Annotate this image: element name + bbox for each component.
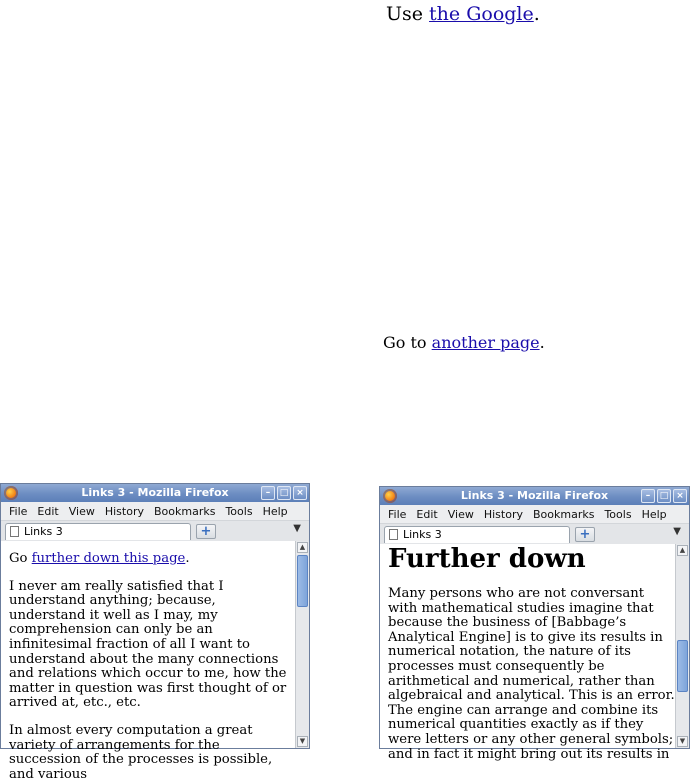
menu-view[interactable]: View	[68, 504, 95, 518]
tab-label: Links 3	[403, 528, 442, 541]
menu-view[interactable]: View	[447, 507, 474, 521]
go-further-prefix: Go	[9, 551, 32, 566]
vertical-scrollbar[interactable]	[295, 541, 309, 748]
window-title: Links 3 - Mozilla Firefox	[81, 486, 229, 499]
paragraph-2: In almost every computation a great variety of arrangements for the succession of the processes is possible, and various	[9, 722, 273, 782]
scroll-up-icon[interactable]: ▲	[297, 542, 308, 553]
tab-label: Links 3	[24, 525, 63, 538]
go-further-line	[9, 552, 295, 567]
another-page-link[interactable]: another page	[431, 333, 540, 352]
scroll-up-icon[interactable]: ▲	[677, 545, 688, 556]
window-titlebar[interactable]	[380, 487, 689, 505]
menu-tools[interactable]: Tools	[225, 504, 253, 518]
scroll-down-icon[interactable]: ▼	[677, 736, 688, 747]
use-prefix: Use	[386, 3, 430, 25]
babbage-paragraph: Many persons who are not conversant with mathematical studies imagine that because the business of [Babbage’s Analytical Engine] is to give its results in numerical notation, the nature of its processes must consequently be arithmetical and numerical, rather than algebraical and analytical. This is an error. The engine can arrange and combine its numerical quantities exactly as if they were letters or any other general symbols; and in fact it might bring out its results in	[388, 586, 675, 762]
tab-links-3[interactable]	[5, 523, 191, 540]
firefox-window-right	[379, 486, 690, 762]
new-tab-icon[interactable]: +	[196, 524, 216, 539]
window-titlebar[interactable]	[1, 484, 309, 502]
menu-tools[interactable]: Tools	[604, 507, 632, 521]
tab-links-3[interactable]	[384, 526, 570, 543]
menu-bookmarks[interactable]: Bookmarks	[532, 507, 595, 521]
page-content	[1, 541, 295, 782]
firefox-icon	[4, 486, 18, 500]
go-another-line	[383, 333, 545, 352]
use-google-line	[386, 3, 540, 25]
menu-edit[interactable]: Edit	[416, 507, 438, 521]
go-suffix: .	[539, 333, 545, 352]
scrollbar-thumb[interactable]	[297, 555, 308, 607]
further-down-heading: Further down	[388, 544, 586, 574]
go-further-suffix: .	[185, 551, 190, 566]
page-icon	[389, 529, 398, 540]
menu-file[interactable]: File	[9, 504, 28, 518]
maximize-icon[interactable]: □	[657, 489, 671, 503]
tab-bar	[1, 521, 309, 542]
menu-help[interactable]: Help	[641, 507, 667, 521]
page-content	[380, 544, 675, 762]
firefox-icon	[383, 489, 397, 503]
vertical-scrollbar[interactable]	[675, 544, 689, 748]
maximize-icon[interactable]: □	[277, 486, 291, 500]
menu-help[interactable]: Help	[262, 504, 288, 518]
use-suffix: .	[533, 3, 540, 25]
tab-bar	[380, 524, 689, 545]
menu-file[interactable]: File	[388, 507, 407, 521]
go-prefix: Go to	[383, 333, 432, 352]
chevron-down-icon[interactable]: ▼	[673, 526, 681, 537]
scrollbar-thumb[interactable]	[677, 640, 688, 692]
firefox-window-left	[0, 483, 310, 782]
scroll-down-icon[interactable]: ▼	[297, 736, 308, 747]
menu-bar	[380, 505, 689, 524]
menu-history[interactable]: History	[104, 504, 144, 518]
minimize-icon[interactable]: –	[641, 489, 655, 503]
menu-edit[interactable]: Edit	[37, 504, 59, 518]
google-link[interactable]: the Google	[429, 3, 534, 25]
minimize-icon[interactable]: –	[261, 486, 275, 500]
further-down-link[interactable]: further down this page	[31, 551, 186, 566]
menu-bookmarks[interactable]: Bookmarks	[153, 504, 216, 518]
page-icon	[10, 526, 19, 537]
menu-bar	[1, 502, 309, 521]
new-tab-icon[interactable]: +	[575, 527, 595, 542]
close-icon[interactable]: ×	[673, 489, 687, 503]
window-title: Links 3 - Mozilla Firefox	[460, 489, 609, 502]
chevron-down-icon[interactable]: ▼	[293, 523, 301, 534]
menu-history[interactable]: History	[483, 507, 523, 521]
close-icon[interactable]: ×	[293, 486, 307, 500]
paragraph-1: I never am really satisfied that I understand anything; because, understand it well as I may, my comprehension can only be an infinitesimal fraction of all I want to understand about the many connections and relations which occur to me, how the matter in question was first thought of or arrived at, etc., etc.	[9, 578, 287, 711]
